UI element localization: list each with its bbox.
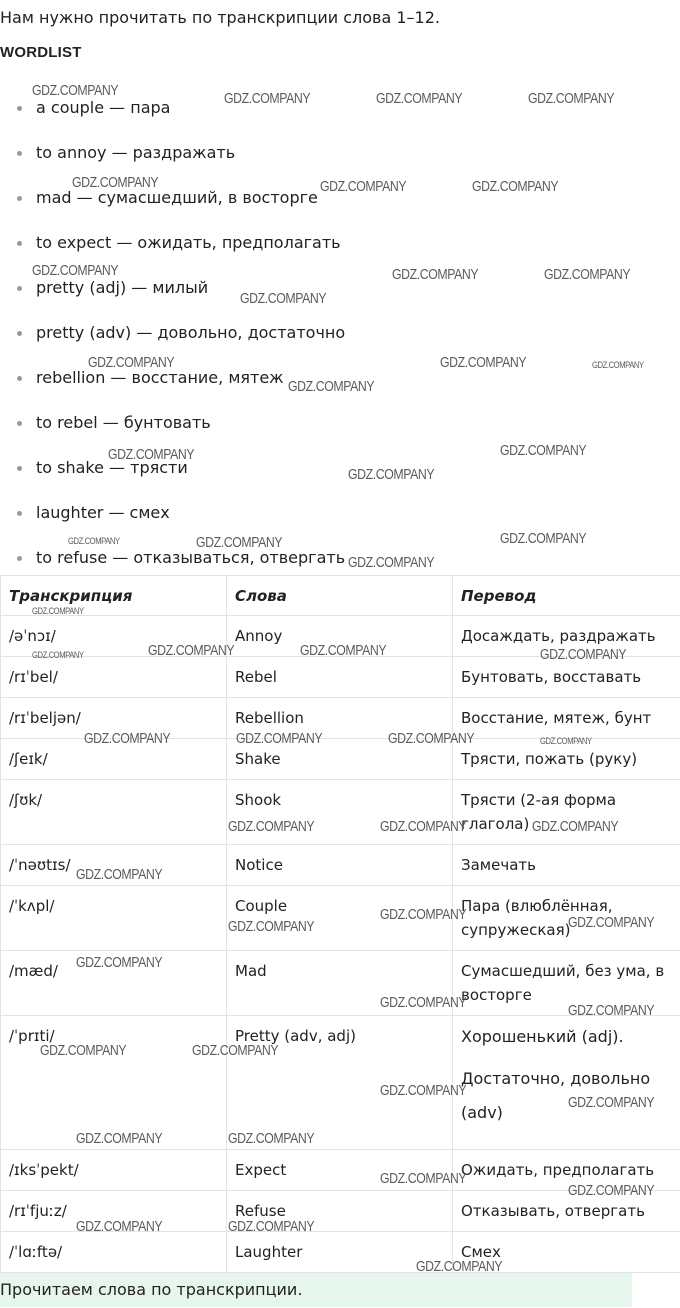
- watermark: GDZ.COMPANY: [228, 918, 315, 935]
- watermark: GDZ.COMPANY: [348, 466, 435, 483]
- watermark: GDZ.COMPANY: [76, 866, 163, 883]
- cell-translation: Смех: [453, 1232, 680, 1273]
- watermark: GDZ.COMPANY: [288, 378, 375, 395]
- table-row: [1, 1232, 680, 1273]
- watermark: GDZ.COMPANY: [392, 266, 479, 283]
- cell-transcription: /rɪˈbel/: [1, 657, 227, 698]
- list-item: mad — сумасшедший, в восторге: [0, 176, 680, 221]
- watermark: GDZ.COMPANY: [228, 1130, 315, 1147]
- bullet-icon: [17, 511, 22, 516]
- cell-word: Refuse: [227, 1191, 453, 1232]
- watermark: GDZ.COMPANY: [380, 994, 467, 1011]
- watermark: GDZ.COMPANY: [540, 646, 627, 663]
- watermark: GDZ.COMPANY: [528, 90, 615, 107]
- table-header-row: [1, 576, 680, 616]
- watermark: GDZ.COMPANY: [416, 1258, 503, 1275]
- cell-translation: Пара (влюблённая, супружеская): [453, 886, 680, 951]
- watermark: GDZ.COMPANY: [388, 730, 475, 747]
- list-item: laughter — смех: [0, 491, 680, 536]
- table-row: [1, 739, 680, 780]
- watermark: GDZ.COMPANY: [380, 906, 467, 923]
- watermark: GDZ.COMPANY: [500, 442, 587, 459]
- cell-word: Rebellion: [227, 698, 453, 739]
- table-row: [1, 657, 680, 698]
- table-row: [1, 698, 680, 739]
- list-item: to expect — ожидать, предполагать: [0, 221, 680, 266]
- list-item: rebellion — восстание, мятеж: [0, 356, 680, 401]
- cell-translation: Бунтовать, восставать: [453, 657, 680, 698]
- bullet-icon: [17, 106, 22, 111]
- bullet-icon: [17, 421, 22, 426]
- cell-word: Laughter: [227, 1232, 453, 1273]
- watermark: GDZ.COMPANY: [544, 266, 631, 283]
- wordlist: [0, 86, 680, 581]
- cell-translation: Сумасшедший, без ума, в восторге: [453, 951, 680, 1016]
- table-row: [1, 1150, 680, 1191]
- watermark: GDZ.COMPANY: [532, 818, 619, 835]
- cell-transcription: /rɪˈbeljən/: [1, 698, 227, 739]
- list-item: to rebel — бунтовать: [0, 401, 680, 446]
- watermark: GDZ.COMPANY: [32, 606, 84, 616]
- watermark: GDZ.COMPANY: [376, 90, 463, 107]
- cell-translation: Досаждать, раздражать: [453, 616, 680, 657]
- watermark: GDZ.COMPANY: [592, 360, 644, 370]
- cell-transcription: /ˈnəʊtɪs/: [1, 845, 227, 886]
- watermark: GDZ.COMPANY: [380, 1082, 467, 1099]
- watermark: GDZ.COMPANY: [76, 954, 163, 971]
- cell-translation: Отказывать, отвергать: [453, 1191, 680, 1232]
- bullet-icon: [17, 286, 22, 291]
- bullet-icon: [17, 466, 22, 471]
- cell-transcription: /rɪˈfjuːz/: [1, 1191, 227, 1232]
- header-transcription: Транскрипция: [1, 576, 227, 616]
- watermark: GDZ.COMPANY: [108, 446, 195, 463]
- watermark: GDZ.COMPANY: [224, 90, 311, 107]
- watermark: GDZ.COMPANY: [76, 1218, 163, 1235]
- cell-word: Rebel: [227, 657, 453, 698]
- watermark: GDZ.COMPANY: [568, 1094, 655, 1111]
- translation-line: Достаточно, довольно (adv): [461, 1069, 651, 1122]
- watermark: GDZ.COMPANY: [228, 818, 315, 835]
- list-item: a couple — пара: [0, 86, 680, 131]
- watermark: GDZ.COMPANY: [320, 178, 407, 195]
- cell-translation: Восстание, мятеж, бунт: [453, 698, 680, 739]
- table-row: [1, 886, 680, 951]
- watermark: GDZ.COMPANY: [440, 354, 527, 371]
- watermark: GDZ.COMPANY: [380, 818, 467, 835]
- watermark: GDZ.COMPANY: [88, 354, 175, 371]
- watermark: GDZ.COMPANY: [540, 736, 592, 746]
- watermark: GDZ.COMPANY: [32, 650, 84, 660]
- table-row: [1, 1191, 680, 1232]
- cell-word: Shook: [227, 780, 453, 845]
- bullet-icon: [17, 196, 22, 201]
- table-row: [1, 951, 680, 1016]
- watermark: GDZ.COMPANY: [348, 554, 435, 571]
- cell-translation: [453, 1016, 680, 1150]
- watermark: GDZ.COMPANY: [240, 290, 327, 307]
- header-translation: Перевод: [453, 576, 680, 616]
- watermark: GDZ.COMPANY: [236, 730, 323, 747]
- cell-word: Shake: [227, 739, 453, 780]
- watermark: GDZ.COMPANY: [228, 1218, 315, 1235]
- cell-transcription: /mæd/: [1, 951, 227, 1016]
- header-words: Слова: [227, 576, 453, 616]
- list-item: pretty (adv) — довольно, достаточно: [0, 311, 680, 356]
- cell-word: Mad: [227, 951, 453, 1016]
- translation-line: Хорошенький (adj).: [461, 1027, 624, 1046]
- intro-text: Нам нужно прочитать по транскрипции слова 1–12.: [0, 8, 440, 27]
- bullet-icon: [17, 331, 22, 336]
- cell-word: Notice: [227, 845, 453, 886]
- table-row: [1, 1016, 680, 1150]
- table-row: [1, 845, 680, 886]
- cell-translation: Трясти (2-ая форма глагола): [453, 780, 680, 845]
- cell-transcription: /ʃeɪk/: [1, 739, 227, 780]
- watermark: GDZ.COMPANY: [568, 914, 655, 931]
- watermark: GDZ.COMPANY: [500, 530, 587, 547]
- cell-word: Annoy: [227, 616, 453, 657]
- cell-translation: Трясти, пожать (руку): [453, 739, 680, 780]
- wordlist-heading: WORDLIST: [0, 44, 82, 61]
- list-item: to refuse — отказываться, отвергать: [0, 536, 680, 581]
- cell-transcription: /ˈprɪti/: [1, 1016, 227, 1150]
- cell-transcription: /ˈkʌpl/: [1, 886, 227, 951]
- watermark: GDZ.COMPANY: [32, 262, 119, 279]
- vocab-table: [0, 575, 680, 1273]
- list-item: pretty (adj) — милый: [0, 266, 680, 311]
- watermark: GDZ.COMPANY: [380, 1170, 467, 1187]
- watermark: GDZ.COMPANY: [568, 1182, 655, 1199]
- watermark: GDZ.COMPANY: [196, 534, 283, 551]
- watermark: GDZ.COMPANY: [40, 1042, 127, 1059]
- watermark: GDZ.COMPANY: [72, 174, 159, 191]
- watermark: GDZ.COMPANY: [192, 1042, 279, 1059]
- cell-transcription: /ʃʊk/: [1, 780, 227, 845]
- watermark: GDZ.COMPANY: [472, 178, 559, 195]
- watermark: GDZ.COMPANY: [148, 642, 235, 659]
- cell-word: Couple: [227, 886, 453, 951]
- cell-translation: Ожидать, предполагать: [453, 1150, 680, 1191]
- table-row: [1, 780, 680, 845]
- bullet-icon: [17, 241, 22, 246]
- cell-translation: Замечать: [453, 845, 680, 886]
- cell-transcription: /əˈnɔɪ/: [1, 616, 227, 657]
- cell-word: Pretty (adv, adj): [227, 1016, 453, 1150]
- cell-transcription: /ˈlɑːftə/: [1, 1232, 227, 1273]
- table-row: [1, 616, 680, 657]
- watermark: GDZ.COMPANY: [76, 1130, 163, 1147]
- watermark: GDZ.COMPANY: [84, 730, 171, 747]
- bullet-icon: [17, 151, 22, 156]
- watermark: GDZ.COMPANY: [568, 1002, 655, 1019]
- list-item: to shake — трясти: [0, 446, 680, 491]
- watermark: GDZ.COMPANY: [68, 536, 120, 546]
- bottom-note: Прочитаем слова по транскрипции.: [0, 1273, 632, 1307]
- bullet-icon: [17, 376, 22, 381]
- cell-word: Expect: [227, 1150, 453, 1191]
- watermark: GDZ.COMPANY: [32, 82, 119, 99]
- bullet-icon: [17, 556, 22, 561]
- list-item: to annoy — раздражать: [0, 131, 680, 176]
- cell-transcription: /ɪksˈpekt/: [1, 1150, 227, 1191]
- watermark: GDZ.COMPANY: [300, 642, 387, 659]
